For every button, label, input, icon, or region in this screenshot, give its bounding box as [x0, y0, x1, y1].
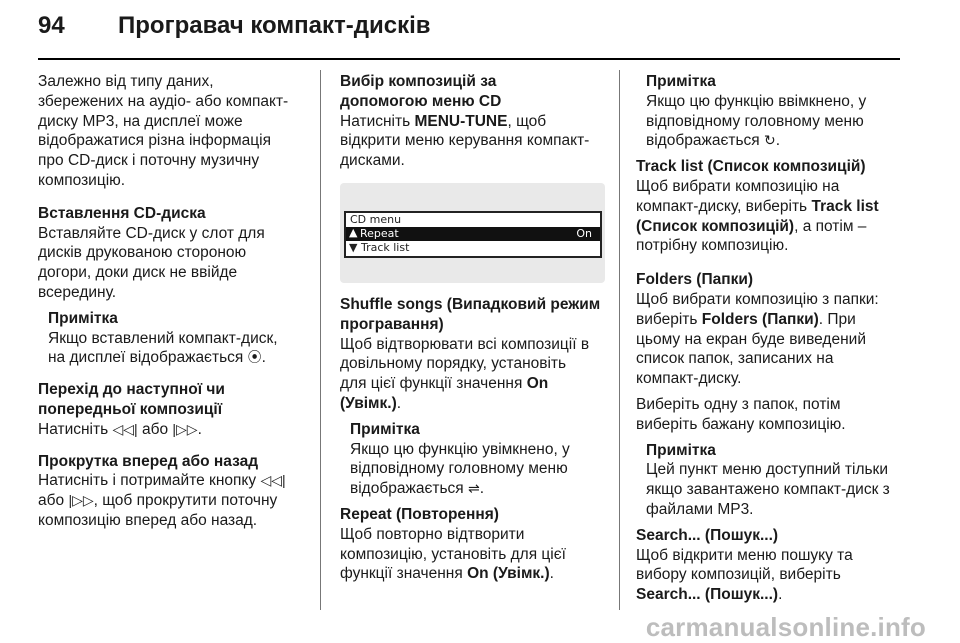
cd-menu-screenshot: [340, 183, 605, 283]
seek-back-icon: ◁◁|: [260, 472, 286, 489]
section-title-cd-menu-2: допомогою меню CD: [340, 92, 502, 110]
note-line: Цей пункт меню доступний тільки: [646, 461, 888, 479]
section-title-fast-scroll: Прокрутка вперед або назад: [38, 452, 259, 470]
column-2: [340, 72, 612, 584]
intro-line: відображатися різна інформація: [38, 132, 271, 150]
text-line: (Увімк.).: [340, 394, 402, 412]
section-title-shuffle: Shuffle songs (Випадковий режим: [340, 295, 601, 313]
note-label: Примітка: [646, 441, 716, 459]
text-line: виберіть бажану композицію.: [636, 415, 846, 433]
note-block: [646, 72, 906, 151]
text-line: композицію вперед або назад.: [38, 511, 258, 529]
note-line: файлами МР3.: [646, 500, 754, 518]
lcd-title: CD menu: [350, 212, 402, 226]
section-title-track-skip: Перехід до наступної чи: [38, 381, 225, 399]
note-label: Примітка: [646, 73, 716, 90]
note-line: відображається ↻.: [646, 132, 781, 150]
section-title-folders: Folders (Папки): [636, 271, 754, 289]
intro-line: збережених на аудіо- або компакт-: [38, 92, 289, 110]
note-line: відображається ⇌.: [350, 480, 485, 498]
note-line: відповідному головному меню: [350, 460, 568, 478]
text-line: Вставляйте CD-диск у слот для: [38, 224, 265, 242]
note-block: [48, 309, 314, 368]
text-line: Search... (Пошук...).: [636, 586, 783, 604]
note-line: на дисплеї відображається ⦿.: [48, 349, 266, 367]
text-line: дисків друкованою стороною: [38, 244, 247, 262]
seek-back-icon: ◁◁|: [112, 420, 138, 437]
cd-icon: ⦿: [247, 349, 262, 366]
intro-line: Залежно від типу даних,: [38, 73, 214, 90]
text-line: виберіть Folders (Папки). При: [636, 310, 856, 328]
note-label: Примітка: [48, 309, 118, 327]
intro-line: диску МР3, на дисплеї може: [38, 112, 243, 130]
text-line: (Список композицій), а потім –: [636, 217, 867, 235]
seek-next-icon: |▷▷: [172, 420, 198, 437]
page-title: Програвач компакт-дисків: [118, 12, 431, 39]
text-line: Щоб вибрати композицію з папки:: [636, 290, 879, 308]
note-line: Якщо цю функцію ввімкнено, у: [646, 92, 867, 110]
text-line: компакт-диску, виберіть Track list: [636, 197, 879, 215]
text-line: Щоб відкрити меню пошуку та: [636, 546, 853, 564]
text-line: відкрити меню керування компакт-: [340, 132, 590, 150]
text-line: список папок, записаних на: [636, 350, 834, 368]
text-line: догори, доки диск не ввійде: [38, 264, 238, 282]
note-line: відповідному головному меню: [646, 112, 864, 130]
text-line: для цієї функції значення On: [340, 375, 549, 393]
section-title-shuffle-2: програвання): [340, 315, 444, 333]
note-block: [350, 420, 612, 499]
column-divider-1: [320, 70, 321, 610]
section-title-track-list: Track list (Список композицій): [636, 158, 866, 176]
watermark: carmanualsonline.info: [645, 612, 926, 642]
note-line: Якщо вставлений компакт-диск,: [48, 329, 278, 347]
text-line: Натисніть і потримайте кнопку ◁◁|: [38, 472, 286, 490]
note-line: якщо завантажено компакт-диск з: [646, 481, 890, 499]
text-line: Натисніть ◁◁| або |▷▷.: [38, 420, 202, 438]
seek-next-icon: |▷▷: [68, 492, 94, 509]
shuffle-icon: ⇌: [468, 480, 480, 497]
text-line: функції значення On (Увімк.).: [340, 565, 554, 583]
column-1: [38, 72, 314, 531]
text-line: Натисніть MENU-TUNE, щоб: [340, 112, 547, 130]
section-title-cd-menu: Вибір композицій за: [340, 73, 497, 90]
text-line: вибору композицій, виберіть: [636, 566, 841, 584]
column-3: [636, 72, 906, 605]
section-title-track-skip-2: попередньої композиції: [38, 400, 223, 418]
column-divider-2: [619, 70, 620, 610]
repeat-icon: ↻: [764, 132, 776, 149]
lcd-item-value: On: [576, 226, 592, 240]
note-label: Примітка: [350, 420, 420, 438]
header-rule: [38, 58, 900, 60]
lcd-screen: [344, 211, 602, 258]
text-line: цьому на екран буде виведений: [636, 330, 866, 348]
page-number: 94: [38, 12, 65, 39]
intro-line: про CD-диск і поточну музичну: [38, 152, 260, 170]
text-line: композицію, установіть для цієї: [340, 545, 566, 563]
text-line: потрібну композицію.: [636, 237, 789, 255]
section-title-repeat: Repeat (Повторення): [340, 505, 499, 523]
note-line: Якщо цю функцію увімкнено, у: [350, 440, 570, 458]
lcd-item-repeat: Repeat: [360, 226, 399, 240]
text-line: Виберіть одну з папок, потім: [636, 395, 841, 413]
text-line: компакт-диску.: [636, 370, 742, 388]
menu-tune-key: MENU-TUNE: [414, 112, 508, 130]
text-line: Щоб повторно відтворити: [340, 525, 525, 543]
note-block: [646, 441, 906, 520]
text-line: Щоб відтворювати всі композиції в: [340, 335, 590, 353]
text-line: довільному порядку, установіть: [340, 355, 567, 373]
lcd-selected-row: [346, 227, 600, 241]
arrow-up-icon: ▲: [349, 225, 358, 239]
intro-line: композицію.: [38, 171, 126, 189]
text-line: всередину.: [38, 283, 117, 301]
section-title-search: Search... (Пошук...): [636, 526, 779, 544]
text-line: або |▷▷, щоб прокрутити поточну: [38, 492, 278, 510]
text-line: дисками.: [340, 152, 405, 170]
text-line: Щоб вибрати композицію на: [636, 177, 840, 195]
lcd-item-track-list: ▼ Track list: [349, 240, 410, 254]
section-title-insert-cd: Вставлення CD-диска: [38, 204, 206, 222]
